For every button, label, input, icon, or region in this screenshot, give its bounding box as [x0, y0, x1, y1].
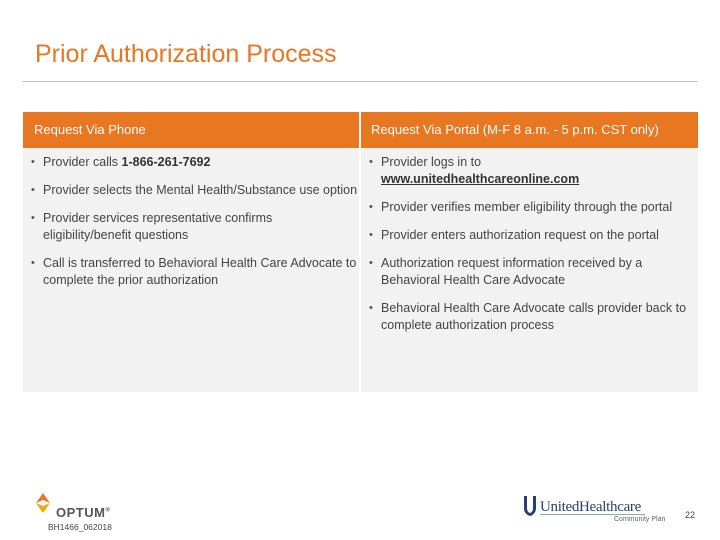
page-title: Prior Authorization Process	[35, 40, 337, 68]
list-item	[361, 154, 698, 188]
phone-card-header: Request Via Phone	[23, 112, 359, 148]
step-text: Provider calls	[43, 155, 122, 169]
phone-steps-list	[23, 154, 359, 300]
list-item	[23, 154, 359, 171]
title-divider	[22, 81, 698, 82]
uhc-community-plan: Community Plan	[614, 516, 666, 523]
list-item	[361, 227, 698, 244]
document-code: BH1466_062018	[48, 522, 112, 532]
step-text: Provider enters authorization request on the portal	[381, 228, 659, 242]
portal-steps-list	[361, 154, 698, 345]
step-text: Authorization request information received by a Behavioral Health Care Advocate	[381, 256, 643, 287]
bullet-icon: •	[31, 257, 35, 269]
step-text: Call is transferred to Behavioral Health Care Advocate to complete the prior authorization	[43, 256, 357, 287]
bullet-icon: •	[369, 229, 373, 241]
list-item	[23, 182, 359, 199]
uhc-wordmark: UnitedHealthcare	[540, 499, 641, 515]
list-item	[361, 255, 698, 289]
step-text: Provider selects the Mental Health/Substance use option	[43, 183, 358, 197]
list-item	[23, 255, 359, 289]
list-item	[361, 199, 698, 216]
list-item	[361, 300, 698, 334]
bullet-icon: •	[31, 156, 35, 168]
phone-request-card	[23, 112, 359, 392]
bullet-icon: •	[369, 201, 373, 213]
list-item	[23, 210, 359, 244]
bullet-icon: •	[31, 212, 35, 224]
bullet-icon: •	[369, 156, 373, 168]
bullet-icon: •	[369, 302, 373, 314]
phone-number: 1-866-261-7692	[121, 155, 211, 169]
bullet-icon: •	[369, 257, 373, 269]
portal-card-header: Request Via Portal (M-F 8 a.m. - 5 p.m. CST only)	[361, 112, 698, 148]
page-number: 22	[685, 510, 696, 520]
portal-request-card	[361, 112, 698, 392]
step-text: Provider services representative confirms eligibility/benefit questions	[43, 211, 273, 242]
step-text: Provider logs in to	[381, 155, 482, 169]
step-text: Behavioral Health Care Advocate calls provider back to complete authorization process	[381, 301, 687, 332]
optum-logo-text: OPTUM®	[56, 505, 111, 520]
portal-link[interactable]: www.unitedhealthcareonline.com	[381, 172, 580, 186]
bullet-icon: •	[31, 184, 35, 196]
step-text: Provider verifies member eligibility through the portal	[381, 200, 673, 214]
